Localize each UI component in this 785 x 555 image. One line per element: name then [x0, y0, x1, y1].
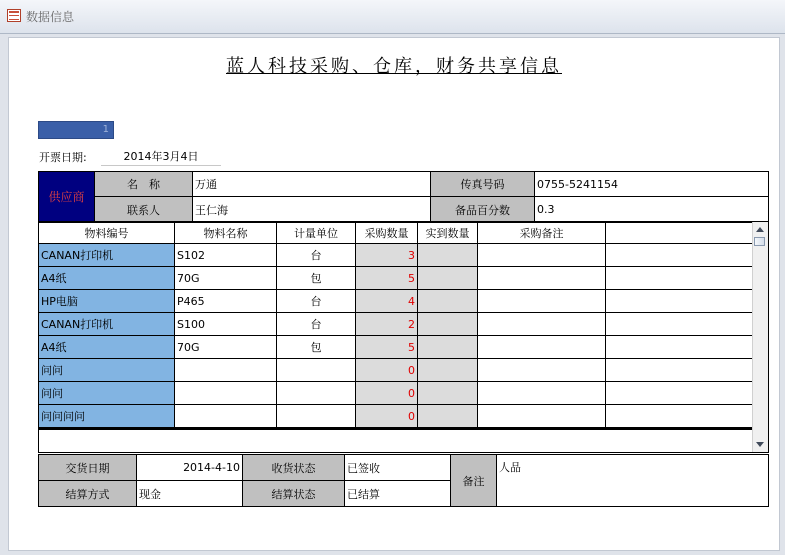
arrived-qty-cell[interactable] [418, 244, 478, 267]
material-code-cell[interactable]: HP电脑 [39, 290, 175, 313]
receipt-status-field[interactable]: 已签收 [345, 455, 451, 481]
fax-label: 传真号码 [431, 172, 535, 197]
material-name-cell[interactable]: S102 [175, 244, 277, 267]
arrived-qty-cell[interactable] [418, 336, 478, 359]
unit-cell[interactable]: 台 [277, 244, 356, 267]
extra-cell[interactable] [606, 267, 755, 290]
purchase-remark-cell[interactable] [478, 405, 606, 428]
arrived-qty-cell[interactable] [418, 313, 478, 336]
column-header [606, 222, 755, 244]
material-name-cell[interactable] [175, 405, 277, 428]
extra-cell[interactable] [606, 244, 755, 267]
unit-cell[interactable] [277, 405, 356, 428]
unit-cell[interactable]: 包 [277, 267, 356, 290]
material-name-cell[interactable]: 70G [175, 267, 277, 290]
form-icon [7, 9, 21, 22]
supplier-name-label: 名 称 [95, 172, 193, 197]
items-subform [38, 221, 769, 453]
material-code-cell[interactable]: CANAN打印机 [39, 244, 175, 267]
material-code-cell[interactable]: A4纸 [39, 267, 175, 290]
arrived-qty-cell[interactable] [418, 359, 478, 382]
delivery-date-field[interactable]: 2014-4-10 [137, 455, 243, 481]
material-code-cell[interactable]: CANAN打印机 [39, 313, 175, 336]
purchase-qty-cell[interactable]: 5 [356, 336, 418, 359]
purchase-remark-cell[interactable] [478, 336, 606, 359]
record-number-field[interactable]: 1 [38, 121, 114, 139]
invoice-date-label: 开票日期: [39, 151, 87, 164]
unit-cell[interactable] [277, 359, 356, 382]
contact-label: 联系人 [95, 197, 193, 222]
footer-grid [38, 454, 769, 507]
purchase-remark-cell[interactable] [478, 359, 606, 382]
scroll-up-icon[interactable] [756, 227, 764, 232]
table-row[interactable] [39, 336, 755, 359]
unit-cell[interactable]: 台 [277, 290, 356, 313]
settle-status-field[interactable]: 已结算 [345, 481, 451, 506]
arrived-qty-cell[interactable] [418, 405, 478, 428]
data-form [8, 37, 780, 551]
form-title: 蓝人科技采购、仓库，财务共享信息 [226, 56, 562, 77]
supplier-section-label: 供应商 [39, 172, 95, 222]
purchase-qty-cell[interactable]: 0 [356, 382, 418, 405]
purchase-qty-cell[interactable]: 0 [356, 405, 418, 428]
extra-cell[interactable] [606, 290, 755, 313]
scroll-thumb[interactable] [754, 237, 765, 246]
window-titlebar [0, 0, 785, 34]
extra-cell[interactable] [606, 382, 755, 405]
purchase-qty-cell[interactable]: 4 [356, 290, 418, 313]
purchase-qty-cell[interactable]: 2 [356, 313, 418, 336]
table-row[interactable] [39, 382, 755, 405]
arrived-qty-cell[interactable] [418, 382, 478, 405]
arrived-qty-cell[interactable] [418, 290, 478, 313]
supplier-grid [38, 171, 769, 223]
unit-cell[interactable]: 台 [277, 313, 356, 336]
table-row[interactable] [39, 290, 755, 313]
remark-field[interactable]: 人品 [499, 461, 521, 474]
extra-cell[interactable] [606, 313, 755, 336]
fax-field[interactable]: 0755-5241154 [535, 172, 768, 197]
material-name-cell[interactable] [175, 382, 277, 405]
extra-cell[interactable] [606, 336, 755, 359]
receipt-status-label: 收货状态 [243, 455, 345, 481]
purchase-remark-cell[interactable] [478, 290, 606, 313]
items-scrollbar[interactable] [752, 222, 768, 452]
material-name-cell[interactable] [175, 359, 277, 382]
invoice-date-field[interactable]: 2014年3月4日 [101, 148, 221, 166]
column-header: 计量单位 [277, 222, 356, 244]
purchase-qty-cell[interactable]: 0 [356, 359, 418, 382]
purchase-remark-cell[interactable] [478, 382, 606, 405]
remark-label: 备注 [451, 455, 497, 506]
table-row[interactable] [39, 244, 755, 267]
arrived-qty-cell[interactable] [418, 267, 478, 290]
material-code-cell[interactable]: A4纸 [39, 336, 175, 359]
column-header: 采购数量 [356, 222, 418, 244]
column-header: 实到数量 [418, 222, 478, 244]
purchase-qty-cell[interactable]: 5 [356, 267, 418, 290]
purchase-qty-cell[interactable]: 3 [356, 244, 418, 267]
material-name-cell[interactable]: S100 [175, 313, 277, 336]
material-name-cell[interactable]: P465 [175, 290, 277, 313]
supplier-name-field[interactable]: 万通 [193, 172, 431, 197]
table-row[interactable] [39, 359, 755, 382]
items-header-row [39, 222, 755, 244]
purchase-remark-cell[interactable] [478, 244, 606, 267]
material-name-cell[interactable]: 70G [175, 336, 277, 359]
spare-percent-label: 备品百分数 [431, 197, 535, 222]
material-code-cell[interactable]: 问问 [39, 359, 175, 382]
table-row[interactable] [39, 267, 755, 290]
purchase-remark-cell[interactable] [478, 267, 606, 290]
unit-cell[interactable]: 包 [277, 336, 356, 359]
purchase-remark-cell[interactable] [478, 313, 606, 336]
settle-status-label: 结算状态 [243, 481, 345, 506]
window-title: 数据信息 [26, 10, 75, 24]
column-header: 物料名称 [175, 222, 277, 244]
column-header: 物料编号 [39, 222, 175, 244]
extra-cell[interactable] [606, 359, 755, 382]
material-code-cell[interactable]: 问问问问 [39, 405, 175, 428]
table-row[interactable] [39, 313, 755, 336]
unit-cell[interactable] [277, 382, 356, 405]
column-header: 采购备注 [478, 222, 606, 244]
payment-method-field[interactable]: 现金 [137, 481, 243, 506]
delivery-date-label: 交货日期 [39, 455, 137, 481]
material-code-cell[interactable]: 问问 [39, 382, 175, 405]
spare-percent-field[interactable]: 0.3 [537, 203, 555, 216]
payment-method-label: 结算方式 [39, 481, 137, 506]
extra-cell[interactable] [606, 405, 755, 428]
table-row[interactable] [39, 405, 755, 428]
scroll-down-icon[interactable] [756, 442, 764, 447]
contact-field[interactable]: 王仁海 [193, 197, 431, 222]
new-record-row-line [39, 428, 755, 430]
